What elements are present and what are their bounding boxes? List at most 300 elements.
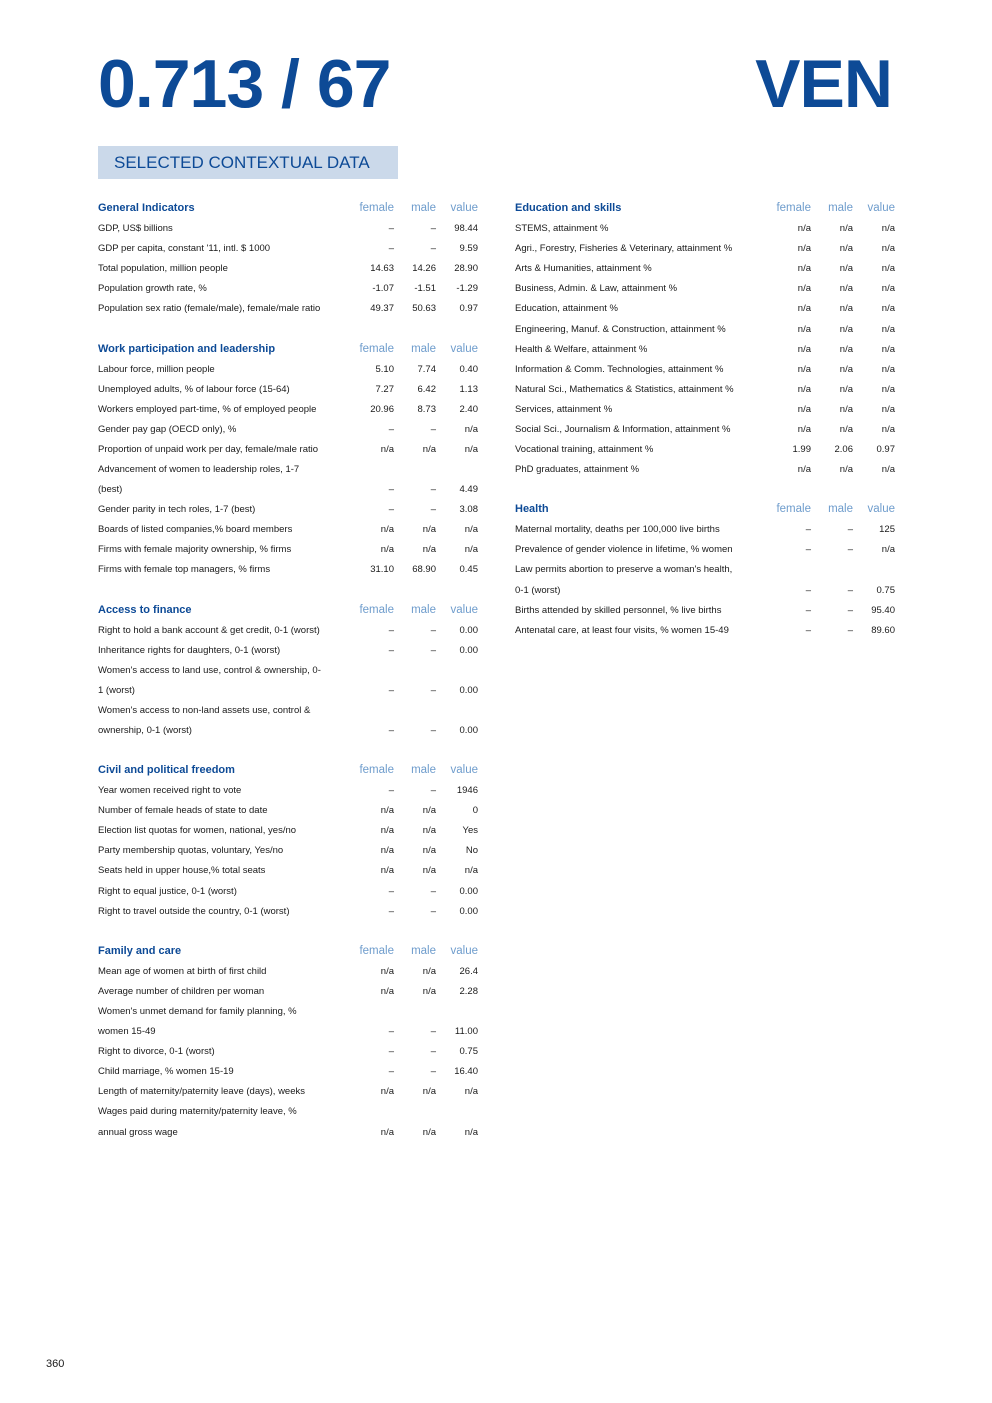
female-value: n/a (380, 825, 394, 837)
total-value: 89.60 (871, 624, 895, 636)
total-value: 1946 (456, 785, 478, 797)
total-value: 0.97 (876, 444, 895, 456)
female-value: n/a (797, 363, 811, 375)
male-value: n/a (839, 363, 853, 375)
total-value: n/a (464, 443, 478, 455)
table-row (98, 801, 478, 821)
col-header-male: male (411, 342, 436, 355)
section-banner: SELECTED CONTEXTUAL DATA (98, 146, 398, 179)
row-label: (best) (98, 484, 123, 496)
male-value: n/a (422, 845, 436, 857)
total-value: n/a (464, 524, 478, 536)
row-label: Workers employed part-time, % of employed people (98, 403, 317, 415)
row-label: GDP, US$ billions (98, 223, 173, 235)
table-row (98, 1042, 478, 1062)
section-title: Work participation and leadership (98, 342, 276, 355)
male-value: 50.63 (412, 303, 436, 315)
total-value: n/a (464, 423, 478, 435)
male-value: – (847, 624, 853, 636)
male-value: – (430, 1026, 436, 1038)
table-row (98, 1082, 478, 1102)
table-row (515, 259, 895, 279)
female-value: -1.07 (372, 283, 394, 295)
total-value: 95.40 (871, 604, 895, 616)
section-header (98, 600, 478, 621)
male-value: n/a (839, 283, 853, 295)
total-value: n/a (881, 423, 895, 435)
col-header-value: value (450, 202, 478, 215)
row-label: Women's access to land use, control & ownership, 0- (98, 664, 321, 676)
row-label: Party membership quotas, voluntary, Yes/no (98, 845, 284, 857)
female-value: n/a (797, 343, 811, 355)
male-value: n/a (839, 303, 853, 315)
section-header (98, 338, 478, 359)
male-value: n/a (839, 403, 853, 415)
right-column (515, 198, 895, 660)
table-row (515, 540, 895, 560)
table-row (98, 1102, 478, 1122)
row-label: Women's access to non-land assets use, control & (98, 704, 311, 716)
female-value: – (805, 624, 811, 636)
total-value: n/a (881, 363, 895, 375)
male-value: – (430, 223, 436, 235)
col-header-female: female (359, 202, 394, 215)
female-value: – (388, 484, 394, 496)
row-label: Proportion of unpaid work per day, female/male ratio (98, 443, 319, 455)
section-header (515, 198, 895, 219)
row-label: Information & Comm. Technologies, attainment % (515, 363, 724, 375)
row-label: Wages paid during maternity/paternity leave, % (98, 1106, 297, 1118)
female-value: – (388, 624, 394, 636)
row-label: Natural Sci., Mathematics & Statistics, attainment % (515, 383, 734, 395)
male-value: – (430, 1046, 436, 1058)
female-value: – (805, 544, 811, 556)
section-title: Civil and political freedom (98, 764, 235, 777)
male-value: 2.06 (834, 444, 853, 456)
table-row (98, 881, 478, 901)
row-label: Length of maternity/paternity leave (days), weeks (98, 1086, 305, 1098)
col-header-value: value (450, 764, 478, 777)
female-value: – (388, 1066, 394, 1078)
male-value: 68.90 (412, 564, 436, 576)
female-value: n/a (380, 965, 394, 977)
table-row (98, 841, 478, 861)
male-value: n/a (422, 805, 436, 817)
table-row (98, 680, 478, 700)
table-row (515, 620, 895, 640)
table-row (98, 1122, 478, 1142)
total-value: 0.75 (459, 1046, 478, 1058)
row-label: Seats held in upper house,% total seats (98, 865, 266, 877)
table-row (515, 460, 895, 480)
female-value: – (388, 785, 394, 797)
male-value: – (430, 725, 436, 737)
table-row (515, 520, 895, 540)
male-value: – (430, 243, 436, 255)
row-label: Law permits abortion to preserve a woman's health, (515, 564, 733, 576)
table-row (98, 1022, 478, 1042)
row-label: GDP per capita, constant '11, intl. $ 1000 (98, 243, 271, 255)
left-column (98, 198, 478, 1162)
row-label: Gender pay gap (OECD only), % (98, 423, 237, 435)
col-header-male: male (828, 503, 853, 516)
table-row (515, 419, 895, 439)
female-value: – (388, 243, 394, 255)
male-value: n/a (422, 825, 436, 837)
male-value: n/a (422, 1086, 436, 1098)
male-value: n/a (422, 985, 436, 997)
row-label: Mean age of women at birth of first child (98, 965, 267, 977)
total-value: 0.97 (459, 303, 478, 315)
row-label: Gender parity in tech roles, 1-7 (best) (98, 504, 256, 516)
female-value: n/a (380, 1086, 394, 1098)
row-label: Year women received right to vote (98, 785, 242, 797)
female-value: – (388, 1046, 394, 1058)
total-value: 1.13 (459, 383, 478, 395)
row-label: Right to hold a bank account & get credit, 0-1 (worst) (98, 624, 320, 636)
total-value: Yes (462, 825, 478, 837)
male-value: – (430, 624, 436, 636)
total-value: n/a (464, 865, 478, 877)
female-value: – (805, 604, 811, 616)
male-value: n/a (839, 343, 853, 355)
table-row (515, 299, 895, 319)
col-header-female: female (359, 944, 394, 957)
total-value: n/a (881, 343, 895, 355)
female-value: 5.10 (375, 363, 394, 375)
female-value: n/a (797, 223, 811, 235)
row-label: PhD graduates, attainment % (515, 464, 640, 476)
male-value: n/a (422, 865, 436, 877)
total-value: n/a (881, 263, 895, 275)
table-row (98, 279, 478, 299)
col-header-male: male (828, 202, 853, 215)
row-label: Business, Admin. & Law, attainment % (515, 283, 678, 295)
table-row (98, 981, 478, 1001)
female-value: n/a (797, 323, 811, 335)
row-label: Child marriage, % women 15-19 (98, 1066, 234, 1078)
male-value: – (430, 504, 436, 516)
col-header-female: female (776, 202, 811, 215)
table-row (98, 560, 478, 580)
male-value: – (847, 544, 853, 556)
male-value: – (847, 604, 853, 616)
female-value: n/a (797, 383, 811, 395)
male-value: 14.26 (412, 263, 436, 275)
table-row (98, 700, 478, 720)
table-row (98, 439, 478, 459)
section-title: General Indicators (98, 202, 195, 215)
data-section (515, 198, 895, 480)
male-value: – (430, 484, 436, 496)
row-label: Arts & Humanities, attainment % (515, 263, 652, 275)
male-value: – (430, 423, 436, 435)
col-header-value: value (450, 603, 478, 616)
female-value: n/a (380, 865, 394, 877)
male-value: n/a (422, 965, 436, 977)
total-value: n/a (881, 403, 895, 415)
total-value: 2.40 (459, 403, 478, 415)
total-value: 0.00 (459, 644, 478, 656)
male-value: – (847, 584, 853, 596)
data-section (98, 760, 478, 921)
total-value: n/a (464, 1126, 478, 1138)
total-value: 16.40 (454, 1066, 478, 1078)
data-section (98, 600, 478, 741)
section-title: Education and skills (515, 202, 622, 215)
row-label: Maternal mortality, deaths per 100,000 live births (515, 524, 720, 536)
male-value: n/a (422, 1126, 436, 1138)
total-value: n/a (881, 323, 895, 335)
total-value: n/a (464, 544, 478, 556)
table-row (98, 520, 478, 540)
table-row (98, 359, 478, 379)
total-value: n/a (881, 303, 895, 315)
table-row (98, 620, 478, 640)
table-row (98, 821, 478, 841)
female-value: n/a (380, 443, 394, 455)
table-row (515, 379, 895, 399)
table-row (98, 299, 478, 319)
total-value: n/a (881, 464, 895, 476)
female-value: – (388, 223, 394, 235)
row-label: Unemployed adults, % of labour force (15-64) (98, 383, 290, 395)
total-value: 3.08 (459, 504, 478, 516)
total-value: 0.00 (459, 725, 478, 737)
female-value: 14.63 (370, 263, 394, 275)
female-value: 49.37 (370, 303, 394, 315)
col-header-value: value (867, 202, 895, 215)
male-value: n/a (839, 423, 853, 435)
row-label: Prevalence of gender violence in lifetime, % women (515, 544, 733, 556)
female-value: n/a (797, 403, 811, 415)
female-value: n/a (797, 243, 811, 255)
total-value: n/a (881, 223, 895, 235)
table-row (98, 640, 478, 660)
page-number: 360 (46, 1358, 65, 1370)
male-value: n/a (839, 223, 853, 235)
female-value: 1.99 (792, 444, 811, 456)
table-row (98, 540, 478, 560)
male-value: -1.51 (414, 283, 436, 295)
section-title: Access to finance (98, 603, 192, 616)
table-row (98, 720, 478, 740)
table-row (98, 239, 478, 259)
male-value: n/a (839, 323, 853, 335)
female-value: – (388, 725, 394, 737)
total-value: 125 (879, 524, 895, 536)
male-value: n/a (422, 524, 436, 536)
row-label: Right to divorce, 0-1 (worst) (98, 1046, 215, 1058)
row-label: Population growth rate, % (98, 283, 207, 295)
female-value: n/a (797, 303, 811, 315)
row-label: annual gross wage (98, 1126, 178, 1138)
female-value: n/a (380, 1126, 394, 1138)
total-value: 11.00 (454, 1026, 478, 1038)
total-value: n/a (464, 1086, 478, 1098)
index-score: 0.713 / 67 (98, 46, 391, 122)
col-header-female: female (359, 342, 394, 355)
col-header-male: male (411, 603, 436, 616)
col-header-male: male (411, 764, 436, 777)
table-row (98, 1062, 478, 1082)
male-value: 7.74 (417, 363, 436, 375)
row-label: women 15-49 (98, 1026, 156, 1038)
female-value: n/a (380, 985, 394, 997)
female-value: 20.96 (370, 403, 394, 415)
row-label: Antenatal care, at least four visits, % women 15-49 (515, 624, 729, 636)
table-row (98, 399, 478, 419)
female-value: – (388, 684, 394, 696)
table-row (98, 861, 478, 881)
table-row (515, 560, 895, 580)
table-row (515, 399, 895, 419)
male-value: n/a (839, 383, 853, 395)
row-label: Services, attainment % (515, 403, 613, 415)
row-label: Births attended by skilled personnel, % live births (515, 604, 722, 616)
female-value: – (388, 905, 394, 917)
row-label: Engineering, Manuf. & Construction, attainment % (515, 323, 726, 335)
row-label: Right to equal justice, 0-1 (worst) (98, 885, 237, 897)
total-value: n/a (881, 383, 895, 395)
male-value: n/a (839, 243, 853, 255)
col-header-male: male (411, 202, 436, 215)
col-header-female: female (776, 503, 811, 516)
table-row (515, 600, 895, 620)
country-code: VEN (755, 46, 892, 122)
row-label: Number of female heads of state to date (98, 805, 268, 817)
row-label: Total population, million people (98, 263, 228, 275)
row-label: Women's unmet demand for family planning, % (98, 1005, 297, 1017)
total-value: n/a (881, 544, 895, 556)
table-row (98, 781, 478, 801)
female-value: 31.10 (370, 564, 394, 576)
male-value: – (430, 905, 436, 917)
total-value: n/a (881, 283, 895, 295)
table-row (98, 459, 478, 479)
female-value: n/a (380, 524, 394, 536)
row-label: Social Sci., Journalism & Information, attainment % (515, 423, 731, 435)
female-value: 7.27 (375, 383, 394, 395)
row-label: Advancement of women to leadership roles, 1-7 (98, 463, 300, 475)
table-row (98, 419, 478, 439)
col-header-male: male (411, 944, 436, 957)
total-value: 0 (472, 805, 478, 817)
col-header-value: value (867, 503, 895, 516)
section-header (515, 499, 895, 520)
row-label: Inheritance rights for daughters, 0-1 (worst) (98, 644, 281, 656)
total-value: -1.29 (456, 283, 478, 295)
data-section (98, 941, 478, 1142)
section-header (98, 941, 478, 962)
female-value: n/a (797, 464, 811, 476)
table-row (98, 901, 478, 921)
table-row (98, 480, 478, 500)
section-title: Health (515, 503, 549, 516)
total-value: 0.45 (459, 564, 478, 576)
total-value: 28.90 (454, 263, 478, 275)
male-value: – (430, 885, 436, 897)
total-value: 0.40 (459, 363, 478, 375)
row-label: Vocational training, attainment % (515, 444, 654, 456)
male-value: n/a (839, 464, 853, 476)
total-value: 0.00 (459, 905, 478, 917)
row-label: 0-1 (worst) (515, 584, 561, 596)
row-label: Population sex ratio (female/male), female/male ratio (98, 303, 321, 315)
col-header-female: female (359, 764, 394, 777)
total-value: 9.59 (459, 243, 478, 255)
female-value: n/a (797, 283, 811, 295)
female-value: – (805, 524, 811, 536)
data-section (98, 338, 478, 580)
female-value: n/a (797, 263, 811, 275)
table-row (515, 279, 895, 299)
total-value: 0.00 (459, 684, 478, 696)
table-row (98, 961, 478, 981)
section-title: Family and care (98, 944, 182, 957)
table-row (515, 440, 895, 460)
total-value: 26.4 (459, 965, 478, 977)
male-value: 6.42 (417, 383, 436, 395)
row-label: Health & Welfare, attainment % (515, 343, 648, 355)
row-label: Average number of children per woman (98, 985, 265, 997)
table-row (98, 259, 478, 279)
row-label: Education, attainment % (515, 303, 618, 315)
female-value: – (388, 423, 394, 435)
female-value: n/a (797, 423, 811, 435)
female-value: n/a (380, 805, 394, 817)
total-value: No (465, 845, 478, 857)
table-row (98, 1001, 478, 1021)
male-value: – (430, 684, 436, 696)
female-value: – (388, 504, 394, 516)
row-label: Labour force, million people (98, 363, 215, 375)
table-row (515, 359, 895, 379)
total-value: 0.00 (459, 624, 478, 636)
table-row (98, 219, 478, 239)
row-label: Agri., Forestry, Fisheries & Veterinary, attainment % (515, 243, 733, 255)
row-label: Right to travel outside the country, 0-1 (worst) (98, 905, 290, 917)
row-label: ownership, 0-1 (worst) (98, 725, 192, 737)
table-row (98, 500, 478, 520)
total-value: 98.44 (454, 223, 478, 235)
male-value: n/a (839, 263, 853, 275)
data-section (98, 198, 478, 319)
table-row (515, 580, 895, 600)
male-value: – (430, 785, 436, 797)
total-value: 0.75 (876, 584, 895, 596)
row-label: Election list quotas for women, national, yes/no (98, 825, 297, 837)
male-value: n/a (422, 443, 436, 455)
section-header (98, 198, 478, 219)
table-row (98, 660, 478, 680)
male-value: n/a (422, 544, 436, 556)
col-header-female: female (359, 603, 394, 616)
female-value: n/a (380, 845, 394, 857)
male-value: – (847, 524, 853, 536)
row-label: Firms with female top managers, % firms (98, 564, 271, 576)
row-label: Boards of listed companies,% board members (98, 524, 293, 536)
table-row (515, 219, 895, 239)
col-header-value: value (450, 342, 478, 355)
male-value: – (430, 1066, 436, 1078)
table-row (515, 339, 895, 359)
female-value: n/a (380, 544, 394, 556)
total-value: 0.00 (459, 885, 478, 897)
row-label: STEMS, attainment % (515, 223, 609, 235)
female-value: – (388, 1026, 394, 1038)
total-value: n/a (881, 243, 895, 255)
